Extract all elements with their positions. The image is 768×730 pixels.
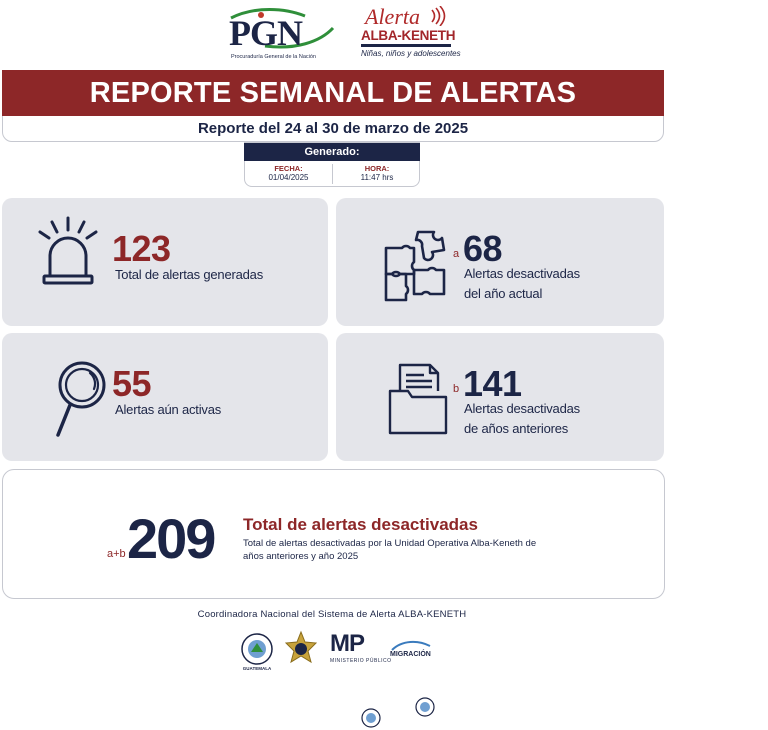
signal-waves-icon — [429, 6, 447, 26]
coordinator-text: Coordinadora Nacional del Sistema de Alerta ALBA-KENETH — [197, 609, 467, 620]
time-label: HORA: — [364, 164, 390, 173]
card-active-alerts — [2, 333, 328, 461]
generated-time — [333, 164, 421, 182]
report-period: Reporte del 24 al 30 de marzo de 2025 — [197, 120, 469, 137]
tag-a: a — [453, 248, 460, 260]
alba-keneth-logo — [359, 4, 463, 64]
deactivated-current-value: 68 — [463, 228, 503, 269]
total-deactivated-description: Total de alertas desactivadas por la Unidad Operativa Alba-Keneth de años anteriores y año 2025 — [243, 538, 537, 562]
date-value: 01/04/2025 — [268, 173, 309, 182]
mp-caption: MINISTERIO PÚBLICO — [330, 658, 392, 664]
title-bar — [2, 70, 664, 116]
alba-underline — [361, 44, 451, 47]
total-alerts-value: 123 — [112, 228, 171, 269]
total-deactivated-value: 209 — [127, 507, 215, 570]
card-deactivated-previous — [336, 333, 664, 461]
total-deactivated-panel — [2, 469, 665, 599]
seal-caption: GUATEMALA — [242, 666, 272, 671]
deactivated-current-label-1: Alertas desactivadas — [464, 266, 580, 281]
report-header — [2, 70, 664, 142]
card-deactivated-current — [336, 198, 664, 326]
pgn-wordmark: PGN — [229, 13, 302, 53]
deactivated-current-label-2: del año actual — [464, 286, 543, 301]
pgn-subtitle: Procuraduría General de la Nación — [231, 54, 316, 60]
tag-b: b — [453, 383, 460, 395]
tag-a-plus-b: a+b — [107, 548, 126, 560]
active-alerts-label: Alertas aún activas — [115, 402, 222, 417]
alba-name: ALBA-KENETH — [361, 28, 456, 43]
deactivated-previous-label-2: de años anteriores — [464, 421, 569, 436]
puzzle-icon — [382, 228, 452, 304]
police-star-icon — [284, 630, 318, 670]
pgn-logo — [225, 4, 337, 64]
alba-tagline: Niñas, niños y adolescentes — [361, 49, 461, 58]
deactivated-previous-value: 141 — [463, 363, 522, 404]
mp-logo: MP — [330, 630, 364, 657]
total-deactivated-title: Total de alertas desactivadas — [243, 515, 478, 534]
active-alerts-value: 55 — [112, 363, 152, 404]
page-title: REPORTE SEMANAL DE ALERTAS — [89, 76, 577, 109]
header-logos — [225, 4, 465, 66]
card-total-alerts — [2, 198, 328, 326]
folder-documents-icon — [388, 361, 448, 435]
small-seal-icon — [360, 707, 382, 729]
magnifier-icon — [50, 359, 112, 439]
migration-logo: MIGRACIÓN — [390, 651, 431, 658]
alba-script: Alerta — [365, 4, 420, 29]
total-alerts-label: Total de alertas generadas — [115, 267, 264, 282]
time-value: 11:47 hrs — [360, 173, 394, 182]
date-label: FECHA: — [274, 164, 303, 173]
guatemala-seal-icon — [240, 632, 274, 666]
small-seal-icon-2 — [414, 696, 436, 718]
generated-info — [244, 142, 420, 187]
generated-heading: Generado: — [244, 143, 420, 161]
deactivated-previous-label-1: Alertas desactivadas — [464, 401, 580, 416]
siren-icon — [36, 214, 100, 286]
generated-date — [245, 164, 333, 184]
